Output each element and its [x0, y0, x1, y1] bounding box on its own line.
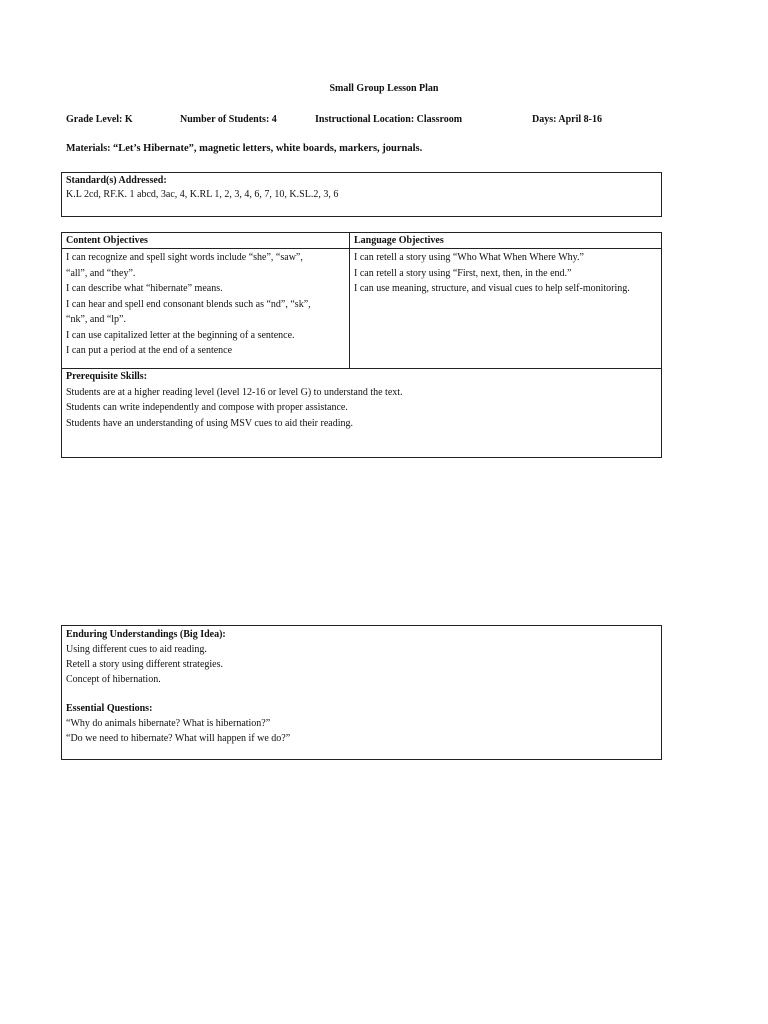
content-objectives-heading: Content Objectives — [62, 233, 349, 249]
lesson-meta-row — [66, 114, 686, 128]
days: Days: April 8-16 — [532, 114, 602, 125]
essential-question-line: “Do we need to hibernate? What will happen if we do?” — [66, 733, 291, 744]
prerequisite-heading: Prerequisite Skills: — [66, 371, 148, 382]
content-objective-line: “all”, and “they”. — [66, 267, 136, 279]
language-objective-line: I can use meaning, structure, and visual cues to help self-monitoring. — [354, 283, 630, 294]
prerequisite-line: Students have an understanding of using MSV cues to aid their reading. — [66, 417, 353, 429]
enduring-heading: Enduring Understandings (Big Idea): — [66, 629, 226, 640]
language-objectives-list — [350, 249, 661, 368]
standards-text: K.L 2cd, RF.K. 1 abcd, 3ac, 4, K.RL 1, 2, 3, 4, 6, 7, 10, K.SL.2, 3, 6 — [66, 189, 339, 200]
objectives-table — [61, 232, 662, 458]
standards-heading: Standard(s) Addressed: — [66, 175, 167, 186]
content-objective-line: “nk”, and “lp”. — [66, 314, 126, 325]
grade-level: Grade Level: K — [66, 114, 133, 125]
materials-value: “Let’s Hibernate”, magnetic letters, white boards, markers, journals. — [112, 143, 423, 154]
page-title: Small Group Lesson Plan — [329, 83, 439, 94]
enduring-understandings-box — [61, 625, 662, 760]
content-objective-line: I can hear and spell end consonant blends such as “nd”, “sk”, — [66, 298, 311, 310]
content-objective-line: I can put a period at the end of a sentence — [66, 345, 233, 356]
section-spacer — [66, 687, 657, 701]
content-objectives-list — [62, 249, 349, 368]
materials — [66, 143, 422, 154]
number-of-students: Number of Students: 4 — [180, 114, 277, 125]
enduring-line: Concept of hibernation. — [66, 674, 161, 685]
standards-box — [61, 172, 662, 217]
instructional-location: Instructional Location: Classroom — [315, 114, 463, 125]
language-objective-line: I can retell a story using “First, next, then, in the end.” — [354, 267, 572, 279]
essential-questions-heading: Essential Questions: — [66, 703, 153, 714]
content-objective-line: I can use capitalized letter at the beginning of a sentence. — [66, 329, 295, 341]
enduring-line: Using different cues to aid reading. — [66, 644, 207, 655]
materials-label: Materials: — [66, 143, 111, 154]
prerequisite-line: Students can write independently and compose with proper assistance. — [66, 402, 348, 413]
content-objective-line: I can describe what “hibernate” means. — [66, 283, 223, 294]
language-objective-line: I can retell a story using “Who What When Where Why.” — [354, 252, 584, 263]
essential-question-line: “Why do animals hibernate? What is hibernation?” — [66, 718, 271, 729]
content-objective-line: I can recognize and spell sight words include “she”, “saw”, — [66, 252, 303, 263]
prerequisite-skills — [62, 369, 661, 431]
enduring-line: Retell a story using different strategies. — [66, 659, 223, 670]
prerequisite-line: Students are at a higher reading level (level 12-16 or level G) to understand the text. — [66, 386, 403, 398]
language-objectives-heading: Language Objectives — [350, 233, 661, 249]
